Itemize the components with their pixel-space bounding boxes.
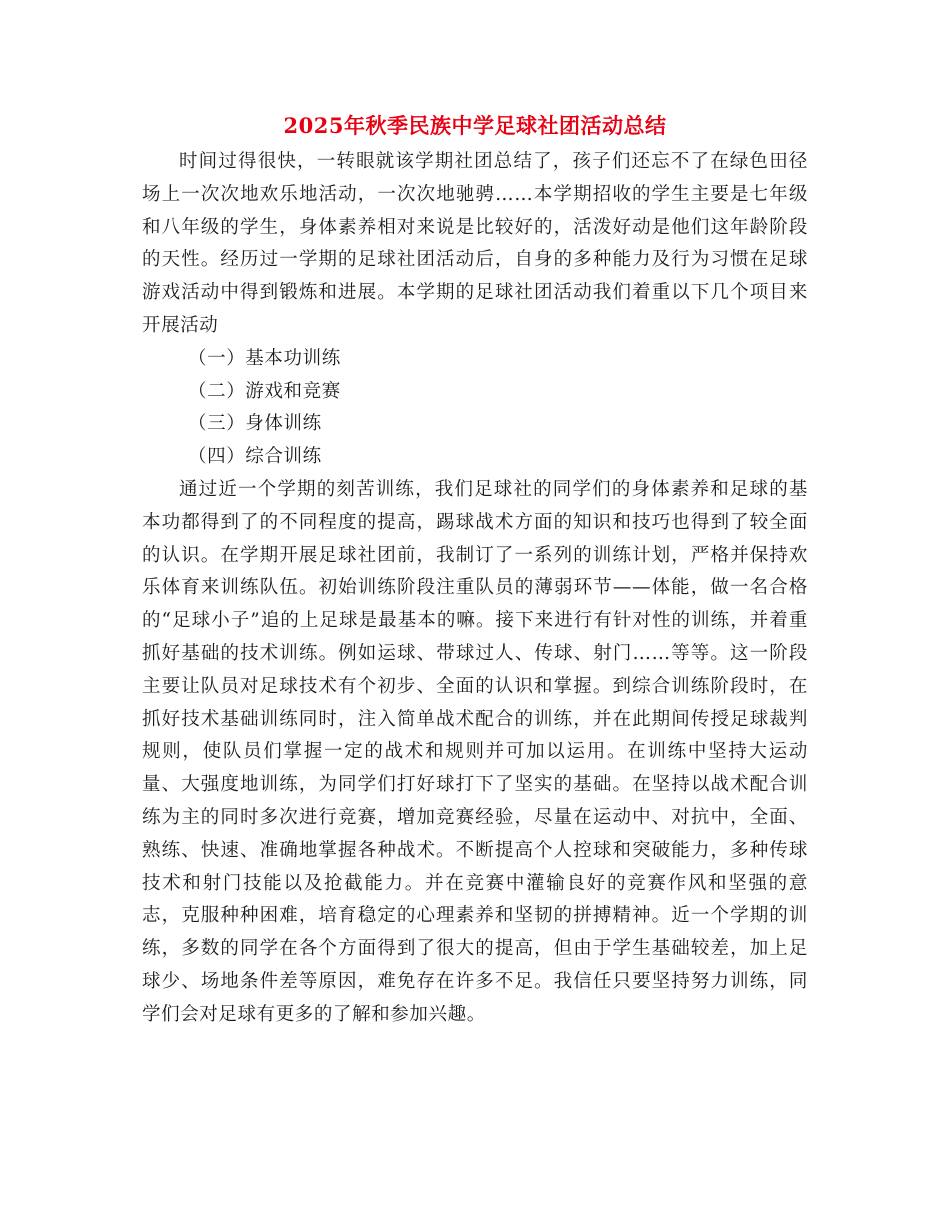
intro-paragraph: 时间过得很快，一转眼就该学期社团总结了，孩子们还忘不了在绿色田径场上一次次地欢乐地活动，一次次地驰骋……本学期招收的学生主要是七年级和八年级的学生，身体素养相对来说是比较好的，活泼好动是他们这年龄阶段的天性。经历过一学期的足球社团活动后，自身的多种能力及行为习惯在足球游戏活动中得到锻炼和进展。本学期的足球社团活动我们着重以下几个项目来开展活动: [142, 151, 808, 336]
document-title: 2025年秋季民族中学足球社团活动总结: [283, 113, 667, 138]
list-item: （三）身体训练: [188, 413, 322, 435]
list-item: （四）综合训练: [188, 446, 322, 468]
summary-paragraph: 通过近一个学期的刻苦训练，我们足球社的同学们的身体素养和足球的基本功都得到了的不同程度的提高，踢球战术方面的知识和技巧也得到了较全面的认识。在学期开展足球社团前，我制订了一系列的训练计划，严格并保持欢乐体育来训练队伍。初始训练阶段注重队员的薄弱环节——体能，做一名合格的“足球小子”追的上足球是最基本的嘛。接下来进行有针对性的训练，并着重抓好基础的技术训练。例如运球、带球过人、传球、射门……等等。这一阶段主要让队员对足球技术有个初步、全面的认识和掌握。到综合训练阶段时，在抓好技术基础训练同时，注入简单战术配合的训练，并在此期间传授足球裁判规则，使队员们掌握一定的战术和规则并可加以运用。在训练中坚持大运动量、大强度地训练，为同学们打好球打下了坚实的基础。在坚持以战术配合训练为主的同时多次进行竞赛，增加竞赛经验，尽量在运动中、对抗中，全面、熟练、快速、准确地掌握各种战术。不断提高个人控球和突破能力，多种传球技术和射门技能以及抢截能力。并在竞赛中灌输良好的竞赛作风和坚强的意志，克服种种困难，培育稳定的心理素养和坚韧的拼搏精神。近一个学期的训练，多数的同学在各个方面得到了很大的提高，但由于学生基础较差，加上足球少、场地条件差等原因，难免存在许多不足。我信任只要坚持努力训练，同学们会对足球有更多的了解和参加兴趣。: [142, 478, 808, 1025]
document-page: [142, 108, 808, 1032]
list-item: （一）基本功训练: [188, 347, 341, 369]
activity-list: [142, 343, 808, 474]
list-item: （二）游戏和竞赛: [188, 380, 341, 402]
